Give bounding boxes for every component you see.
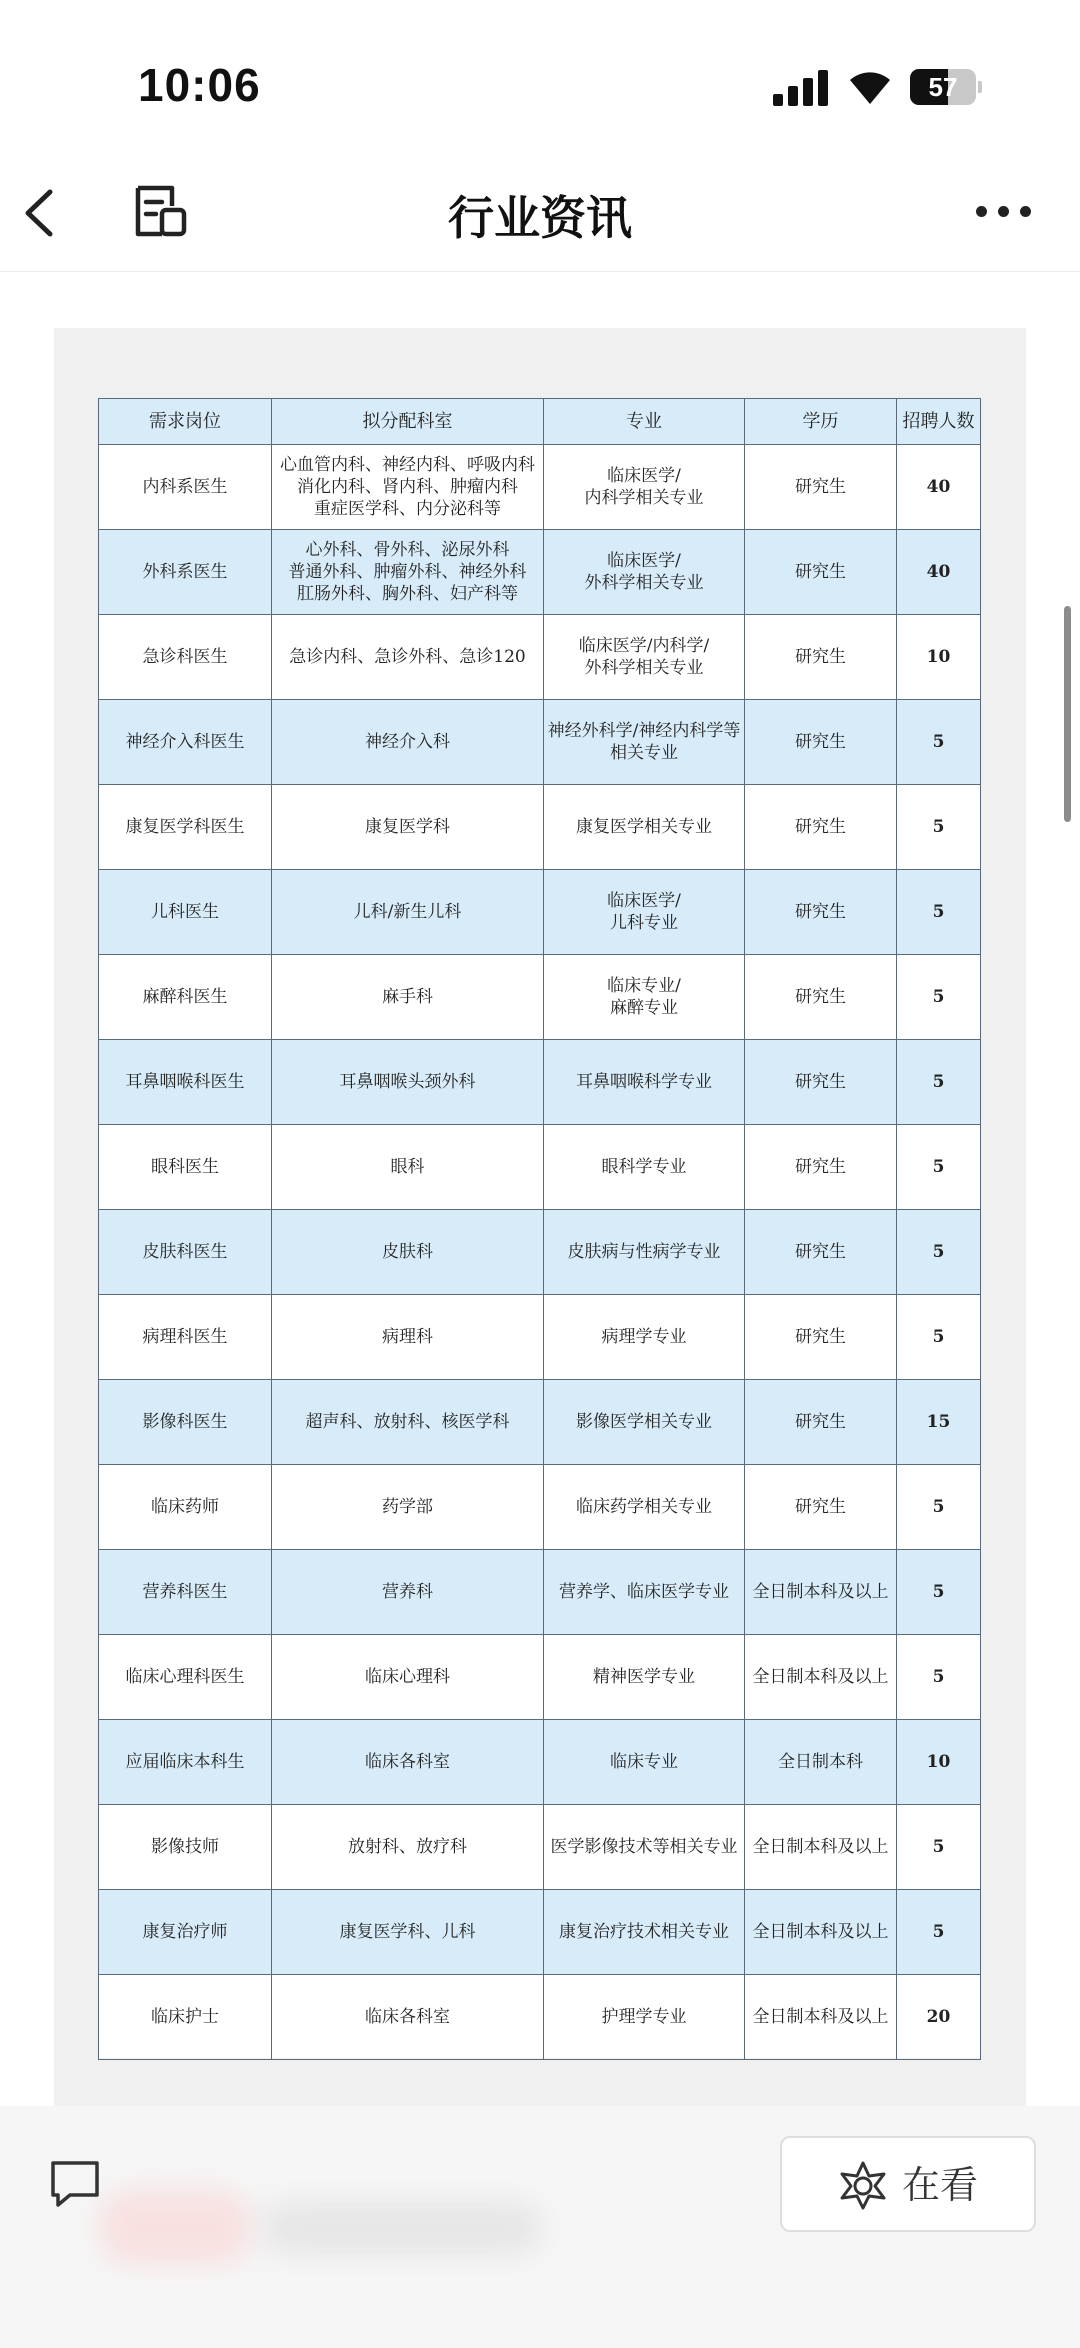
position-cell: 病理科医生	[99, 1295, 272, 1380]
cellular-signal-icon	[773, 70, 829, 106]
major-cell: 医学影像技术等相关专业	[544, 1805, 745, 1890]
major-cell: 康复医学相关专业	[544, 785, 745, 870]
headcount-cell: 5	[897, 955, 981, 1040]
position-cell: 应届临床本科生	[99, 1720, 272, 1805]
major-cell: 康复治疗技术相关专业	[544, 1890, 745, 1975]
status-bar	[0, 0, 1080, 150]
article-image	[54, 328, 1026, 2118]
major-cell: 病理学专业	[544, 1295, 745, 1380]
department-cell: 康复医学科、儿科	[272, 1890, 544, 1975]
education-cell: 全日制本科	[745, 1720, 897, 1805]
table-row	[99, 1890, 981, 1975]
position-cell: 急诊科医生	[99, 615, 272, 700]
headcount-cell: 5	[897, 1295, 981, 1380]
sparkle-icon	[838, 2160, 888, 2210]
position-cell: 康复治疗师	[99, 1890, 272, 1975]
major-cell: 临床医学/ 儿科专业	[544, 870, 745, 955]
battery-indicator	[910, 69, 982, 105]
headcount-cell: 5	[897, 1550, 981, 1635]
position-cell: 临床护士	[99, 1975, 272, 2060]
major-cell: 神经外科学/神经内科学等 相关专业	[544, 700, 745, 785]
major-cell: 临床医学/ 内科学相关专业	[544, 445, 745, 530]
education-cell: 研究生	[745, 445, 897, 530]
zaikan-label: 在看	[902, 2163, 979, 2207]
education-cell: 全日制本科及以上	[745, 1550, 897, 1635]
table-row	[99, 1465, 981, 1550]
department-cell: 超声科、放射科、核医学科	[272, 1380, 544, 1465]
table-header-row	[99, 399, 981, 445]
table-row	[99, 1720, 981, 1805]
education-cell: 研究生	[745, 615, 897, 700]
department-cell: 病理科	[272, 1295, 544, 1380]
table-row	[99, 1975, 981, 2060]
header-cell: 拟分配科室	[272, 399, 544, 445]
department-cell: 康复医学科	[272, 785, 544, 870]
education-cell: 全日制本科及以上	[745, 1975, 897, 2060]
position-cell: 影像科医生	[99, 1380, 272, 1465]
wifi-icon	[846, 64, 894, 106]
education-cell: 研究生	[745, 1380, 897, 1465]
table-row	[99, 445, 981, 530]
education-cell: 全日制本科及以上	[745, 1805, 897, 1890]
department-cell: 神经介入科	[272, 700, 544, 785]
department-cell: 临床各科室	[272, 1720, 544, 1805]
education-cell: 研究生	[745, 1040, 897, 1125]
battery-percent: 57	[928, 72, 958, 102]
header-cell: 需求岗位	[99, 399, 272, 445]
table-row	[99, 1550, 981, 1635]
headcount-cell: 40	[897, 445, 981, 530]
education-cell: 研究生	[745, 785, 897, 870]
position-cell: 临床心理科医生	[99, 1635, 272, 1720]
table-row	[99, 1040, 981, 1125]
nav-bar	[0, 150, 1080, 272]
table-row	[99, 1295, 981, 1380]
department-cell: 儿科/新生儿科	[272, 870, 544, 955]
blurred-content	[100, 2190, 250, 2264]
headcount-cell: 5	[897, 1890, 981, 1975]
education-cell: 全日制本科及以上	[745, 1890, 897, 1975]
major-cell: 临床医学/ 外科学相关专业	[544, 530, 745, 615]
position-cell: 眼科医生	[99, 1125, 272, 1210]
position-cell: 影像技师	[99, 1805, 272, 1890]
headcount-cell: 20	[897, 1975, 981, 2060]
major-cell: 眼科学专业	[544, 1125, 745, 1210]
department-cell: 药学部	[272, 1465, 544, 1550]
education-cell: 研究生	[745, 1465, 897, 1550]
education-cell: 研究生	[745, 1295, 897, 1380]
headcount-cell: 5	[897, 785, 981, 870]
bottom-bar	[0, 2106, 1080, 2348]
department-cell: 放射科、放疗科	[272, 1805, 544, 1890]
major-cell: 护理学专业	[544, 1975, 745, 2060]
position-cell: 麻醉科医生	[99, 955, 272, 1040]
headcount-cell: 15	[897, 1380, 981, 1465]
table-row	[99, 530, 981, 615]
blurred-content	[262, 2202, 542, 2254]
department-cell: 心外科、骨外科、泌尿外科 普通外科、肿瘤外科、神经外科 肛肠外科、胸外科、妇产科等	[272, 530, 544, 615]
headcount-cell: 5	[897, 1465, 981, 1550]
department-cell: 心血管内科、神经内科、呼吸内科 消化内科、肾内科、肿瘤内科 重症医学科、内分泌科等	[272, 445, 544, 530]
headcount-cell: 40	[897, 530, 981, 615]
table-row	[99, 1380, 981, 1465]
headcount-cell: 10	[897, 1720, 981, 1805]
position-cell: 皮肤科医生	[99, 1210, 272, 1295]
headcount-cell: 5	[897, 1125, 981, 1210]
education-cell: 研究生	[745, 955, 897, 1040]
table-row	[99, 1635, 981, 1720]
major-cell: 影像医学相关专业	[544, 1380, 745, 1465]
department-cell: 麻手科	[272, 955, 544, 1040]
header-cell: 招聘人数	[897, 399, 981, 445]
major-cell: 临床医学/内科学/ 外科学相关专业	[544, 615, 745, 700]
more-dots-icon[interactable]	[976, 202, 1032, 218]
education-cell: 研究生	[745, 1210, 897, 1295]
table-row	[99, 700, 981, 785]
department-cell: 临床各科室	[272, 1975, 544, 2060]
table-row	[99, 955, 981, 1040]
header-cell: 学历	[745, 399, 897, 445]
major-cell: 皮肤病与性病学专业	[544, 1210, 745, 1295]
position-cell: 外科系医生	[99, 530, 272, 615]
education-cell: 研究生	[745, 700, 897, 785]
major-cell: 营养学、临床医学专业	[544, 1550, 745, 1635]
header-cell: 专业	[544, 399, 745, 445]
department-cell: 急诊内科、急诊外科、急诊120	[272, 615, 544, 700]
department-cell: 耳鼻咽喉头颈外科	[272, 1040, 544, 1125]
headcount-cell: 5	[897, 1805, 981, 1890]
headcount-cell: 5	[897, 870, 981, 955]
table-row	[99, 870, 981, 955]
education-cell: 全日制本科及以上	[745, 1635, 897, 1720]
comment-icon[interactable]	[48, 2156, 102, 2210]
position-cell: 内科系医生	[99, 445, 272, 530]
status-time: 10:06	[138, 59, 261, 111]
education-cell: 研究生	[745, 870, 897, 955]
position-cell: 儿科医生	[99, 870, 272, 955]
headcount-cell: 5	[897, 1040, 981, 1125]
education-cell: 研究生	[745, 530, 897, 615]
position-cell: 营养科医生	[99, 1550, 272, 1635]
scroll-indicator[interactable]	[1064, 606, 1071, 822]
page-title: 行业资讯	[448, 191, 632, 245]
table-row	[99, 615, 981, 700]
table-row	[99, 1210, 981, 1295]
major-cell: 临床专业	[544, 1720, 745, 1805]
table-row	[99, 1805, 981, 1890]
table-row	[99, 785, 981, 870]
department-cell: 皮肤科	[272, 1210, 544, 1295]
headcount-cell: 5	[897, 1635, 981, 1720]
major-cell: 临床药学相关专业	[544, 1465, 745, 1550]
position-cell: 临床药师	[99, 1465, 272, 1550]
recruitment-table	[98, 398, 980, 2058]
headcount-cell: 5	[897, 700, 981, 785]
headcount-cell: 5	[897, 1210, 981, 1295]
department-cell: 眼科	[272, 1125, 544, 1210]
position-cell: 康复医学科医生	[99, 785, 272, 870]
major-cell: 耳鼻咽喉科学专业	[544, 1040, 745, 1125]
department-cell: 营养科	[272, 1550, 544, 1635]
headcount-cell: 10	[897, 615, 981, 700]
zaikan-button[interactable]	[780, 2136, 1036, 2232]
position-cell: 耳鼻咽喉科医生	[99, 1040, 272, 1125]
major-cell: 精神医学专业	[544, 1635, 745, 1720]
major-cell: 临床专业/ 麻醉专业	[544, 955, 745, 1040]
position-cell: 神经介入科医生	[99, 700, 272, 785]
table-row	[99, 1125, 981, 1210]
education-cell: 研究生	[745, 1125, 897, 1210]
department-cell: 临床心理科	[272, 1635, 544, 1720]
